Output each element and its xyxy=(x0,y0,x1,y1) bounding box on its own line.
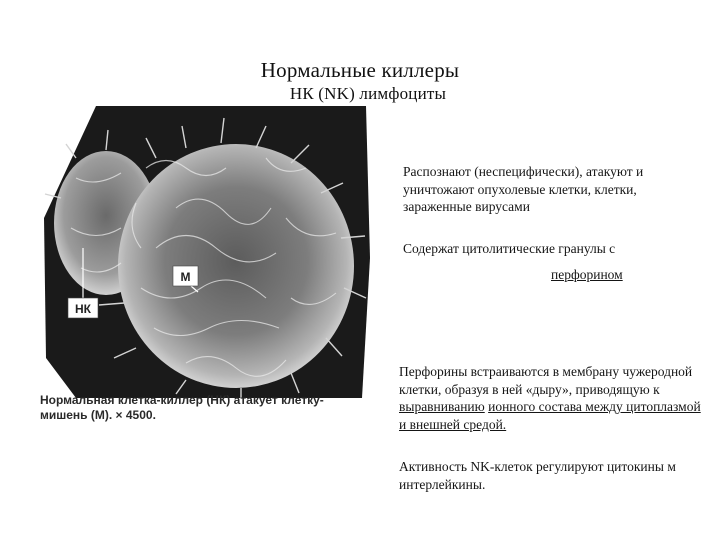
killer-cell xyxy=(118,144,354,388)
nk-cell-micrograph xyxy=(36,98,376,403)
perforin-action-text xyxy=(399,363,709,433)
perforin-action-intro: Перфорины встраиваются в мембрану чужеродной клетки, образуя в ней «дыру», приводящую к xyxy=(399,364,693,397)
regulation-text: Активность NK-клеток регулируют цитокины м интерлейкины. xyxy=(399,459,676,492)
caption-line-2: мишень (М). × 4500. xyxy=(40,408,156,422)
perforin-text: перфорином xyxy=(551,267,623,282)
label-m: М xyxy=(180,270,191,284)
perforin-action-underlined-1: выравниванию xyxy=(399,399,485,414)
perforin-action-underlined-2: ионного состава между цитоплазмой и внешней средой. xyxy=(399,399,701,432)
label-nk: НК xyxy=(75,302,91,316)
page-title: Нормальные киллеры xyxy=(260,58,460,82)
figure-caption xyxy=(40,393,380,423)
nk-function-text: Распознают (неспецифически), атакуют и уничтожают опухолевые клетки, клетки, зараженные вирусами xyxy=(403,164,644,214)
granules-text: Содержат цитолитические гранулы с xyxy=(403,241,616,256)
page-subtitle: НК (NK) лимфоциты xyxy=(289,84,447,103)
caption-line-1: Нормальная клетка-киллер (НК) атакует клетку- xyxy=(40,393,324,407)
